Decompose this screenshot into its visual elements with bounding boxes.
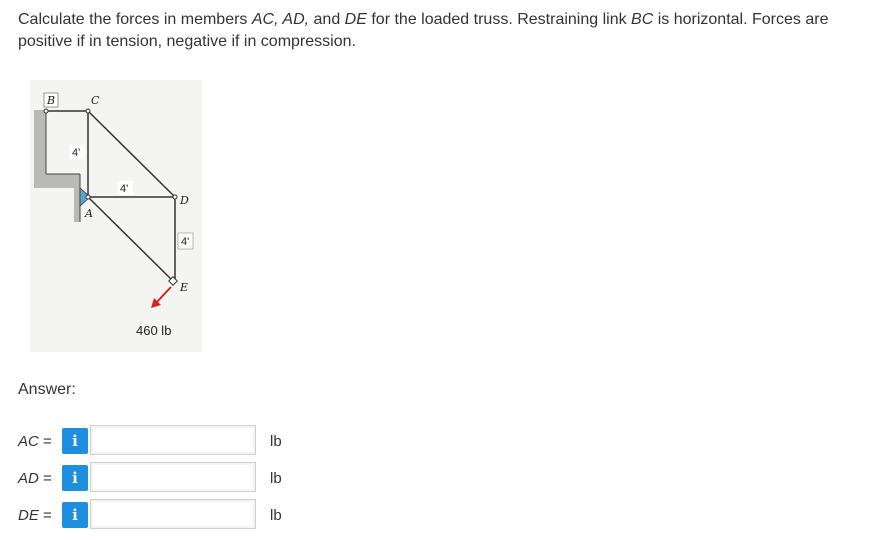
question-part: is horizontal. Forces are positive if in tension, negative if in compression. <box>18 11 829 50</box>
var-label: AC = <box>18 433 52 450</box>
truss-diagram <box>30 80 202 352</box>
joint-c <box>86 109 90 113</box>
answer-label: Answer: <box>18 381 76 398</box>
unit-label: lb <box>270 470 282 487</box>
dim-ac: 4' <box>72 147 81 159</box>
answer-row-ad <box>18 462 318 496</box>
label-a: A <box>85 207 93 220</box>
label-d: D <box>180 194 189 207</box>
dim-de: 4' <box>181 236 190 248</box>
question-part: and <box>309 11 345 28</box>
label-e: E <box>180 281 189 294</box>
label-c: C <box>91 94 100 107</box>
info-icon[interactable]: i <box>62 465 88 491</box>
dim-ad: 4' <box>120 183 129 195</box>
load-label: 460 lb <box>136 323 172 338</box>
unit-label: lb <box>270 507 282 524</box>
figure-background <box>30 80 202 352</box>
info-icon[interactable]: i <box>62 502 88 528</box>
link-name-bc: BC <box>631 11 654 28</box>
joint-d <box>173 195 177 199</box>
answer-row-de <box>18 499 318 533</box>
question-part: for the loaded truss. Restraining link <box>366 11 632 28</box>
ad-answer-input[interactable] <box>90 462 256 492</box>
ac-answer-input[interactable] <box>90 425 256 455</box>
joint-b <box>44 109 48 113</box>
member-names-ac-ad: AC, AD, <box>251 11 310 28</box>
info-icon[interactable]: i <box>62 428 88 454</box>
question-part: Calculate the forces in members <box>18 11 252 28</box>
joint-a <box>86 195 90 199</box>
unit-label: lb <box>270 433 282 450</box>
truss-figure <box>30 80 202 352</box>
question-text <box>18 9 868 53</box>
var-label: DE = <box>18 507 52 524</box>
de-answer-input[interactable] <box>90 499 256 529</box>
member-name-de: DE <box>344 11 367 28</box>
answer-row-ac <box>18 425 318 459</box>
label-b: B <box>47 94 56 107</box>
var-label: AD = <box>18 470 52 487</box>
